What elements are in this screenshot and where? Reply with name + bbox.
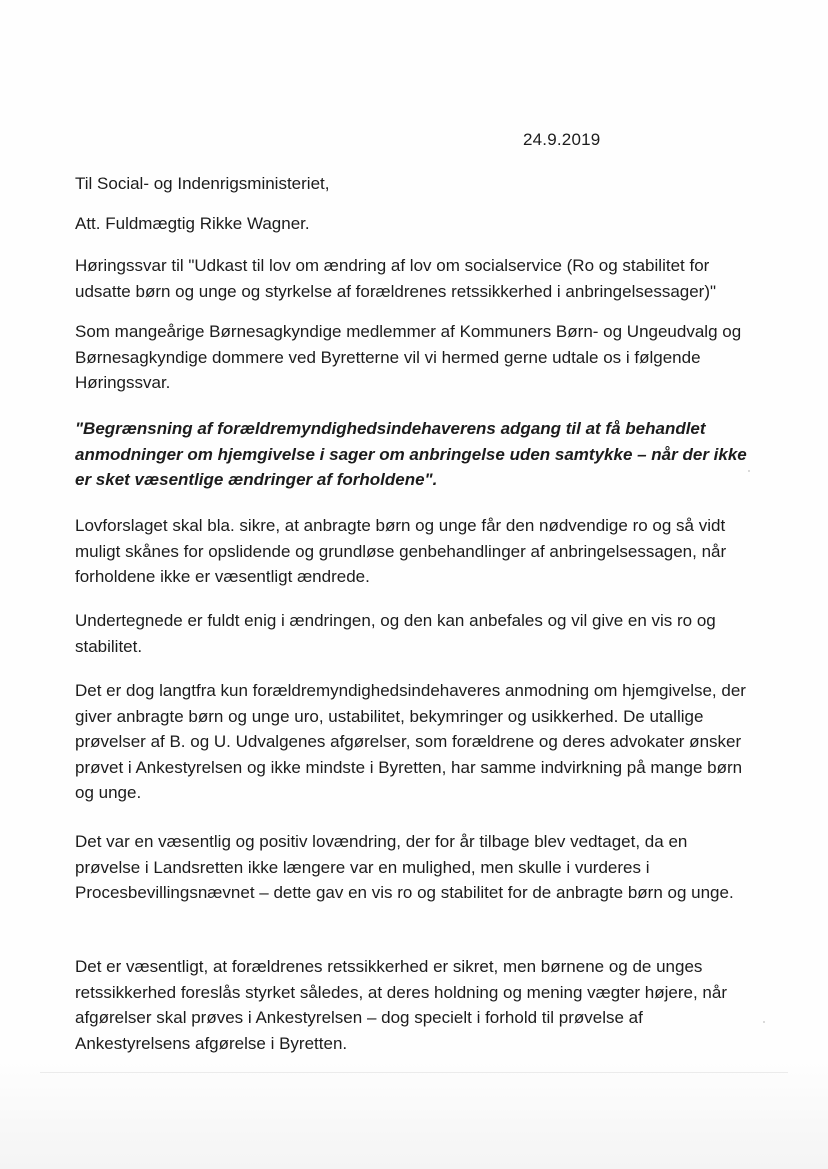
paragraph-intro: Som mangeårige Børnesagkyndige medlemmer af Kommuners Børn- og Ungeudvalg og Børnesagkyndige dommere ved Byretterne vil vi hermed gerne udtale os i følgende Høringssvar.: [75, 322, 742, 392]
paragraph-conclusion: Det er væsentligt, at forældrenes retssikkerhed er sikret, men børnene og de unges retssikkerhed foreslås styrket således, at deres holdning og mening vægter højere, når afgørelser skal prøves i Ankestyrelsen – dog specielt i forhold til prøvelse af Ankestyrelsens afgørelse i Byretten.: [75, 957, 727, 1053]
paragraph-lovaendring: Det var en væsentlig og positiv lovændring, der for år tilbage blev vedtaget, da en prøvelse i Landsretten ikke længere var en mulighed, men skulle i vurderes i Procesbevillingsnævnet – dette gav en vis ro og stabilitet for de anbragte børn og unge.: [75, 832, 734, 902]
salutation: Til Social- og Indenrigsministeriet,: [75, 174, 330, 193]
letter-date: 24.9.2019: [523, 130, 601, 149]
paragraph-concern: Det er dog langtfra kun forældremyndighedsindehaveres anmodning om hjemgivelse, der giver anbragte børn og unge uro, ustabilitet, bekymringer og usikkerhed. De utallige prøvelser af B. og U. Udvalgenes afgørelser, som forældrene og deres advokater ønsker prøvet i Ankestyrelsen og ikke mindste i Byretten, har samme indvirkning på mange børn og unge.: [75, 681, 746, 802]
paragraph-heading-quote: "Begrænsning af forældremyndighedsindehaverens adgang til at få behandlet anmodninger om hjemgivelse i sager om anbringelse uden samtykke – når der ikke er sket væsentlige ændringer af forholdene".: [75, 419, 747, 489]
paragraph-subject: Høringssvar til "Udkast til lov om ændring af lov om socialservice (Ro og stabilitet for udsatte børn og unge og styrkelse af forældrenes retssikkerhed i anbringelsessager)": [75, 256, 717, 301]
paragraph-agreement: Undertegnede er fuldt enig i ændringen, og den kan anbefales og vil give en vis ro og stabilitet.: [75, 611, 716, 656]
attention-line: Att. Fuldmægtig Rikke Wagner.: [75, 214, 310, 233]
paragraph-lovforslag: Lovforslaget skal bla. sikre, at anbragte børn og unge får den nødvendige ro og så vidt muligt skånes for opslidende og grundløse genbehandlinger af anbringelsessagen, når forholdene ikke er væsentligt ændrede.: [75, 516, 727, 586]
scan-speck: [748, 470, 750, 472]
scan-artifact-shade: [0, 1059, 828, 1169]
scan-speck: [763, 1021, 765, 1023]
